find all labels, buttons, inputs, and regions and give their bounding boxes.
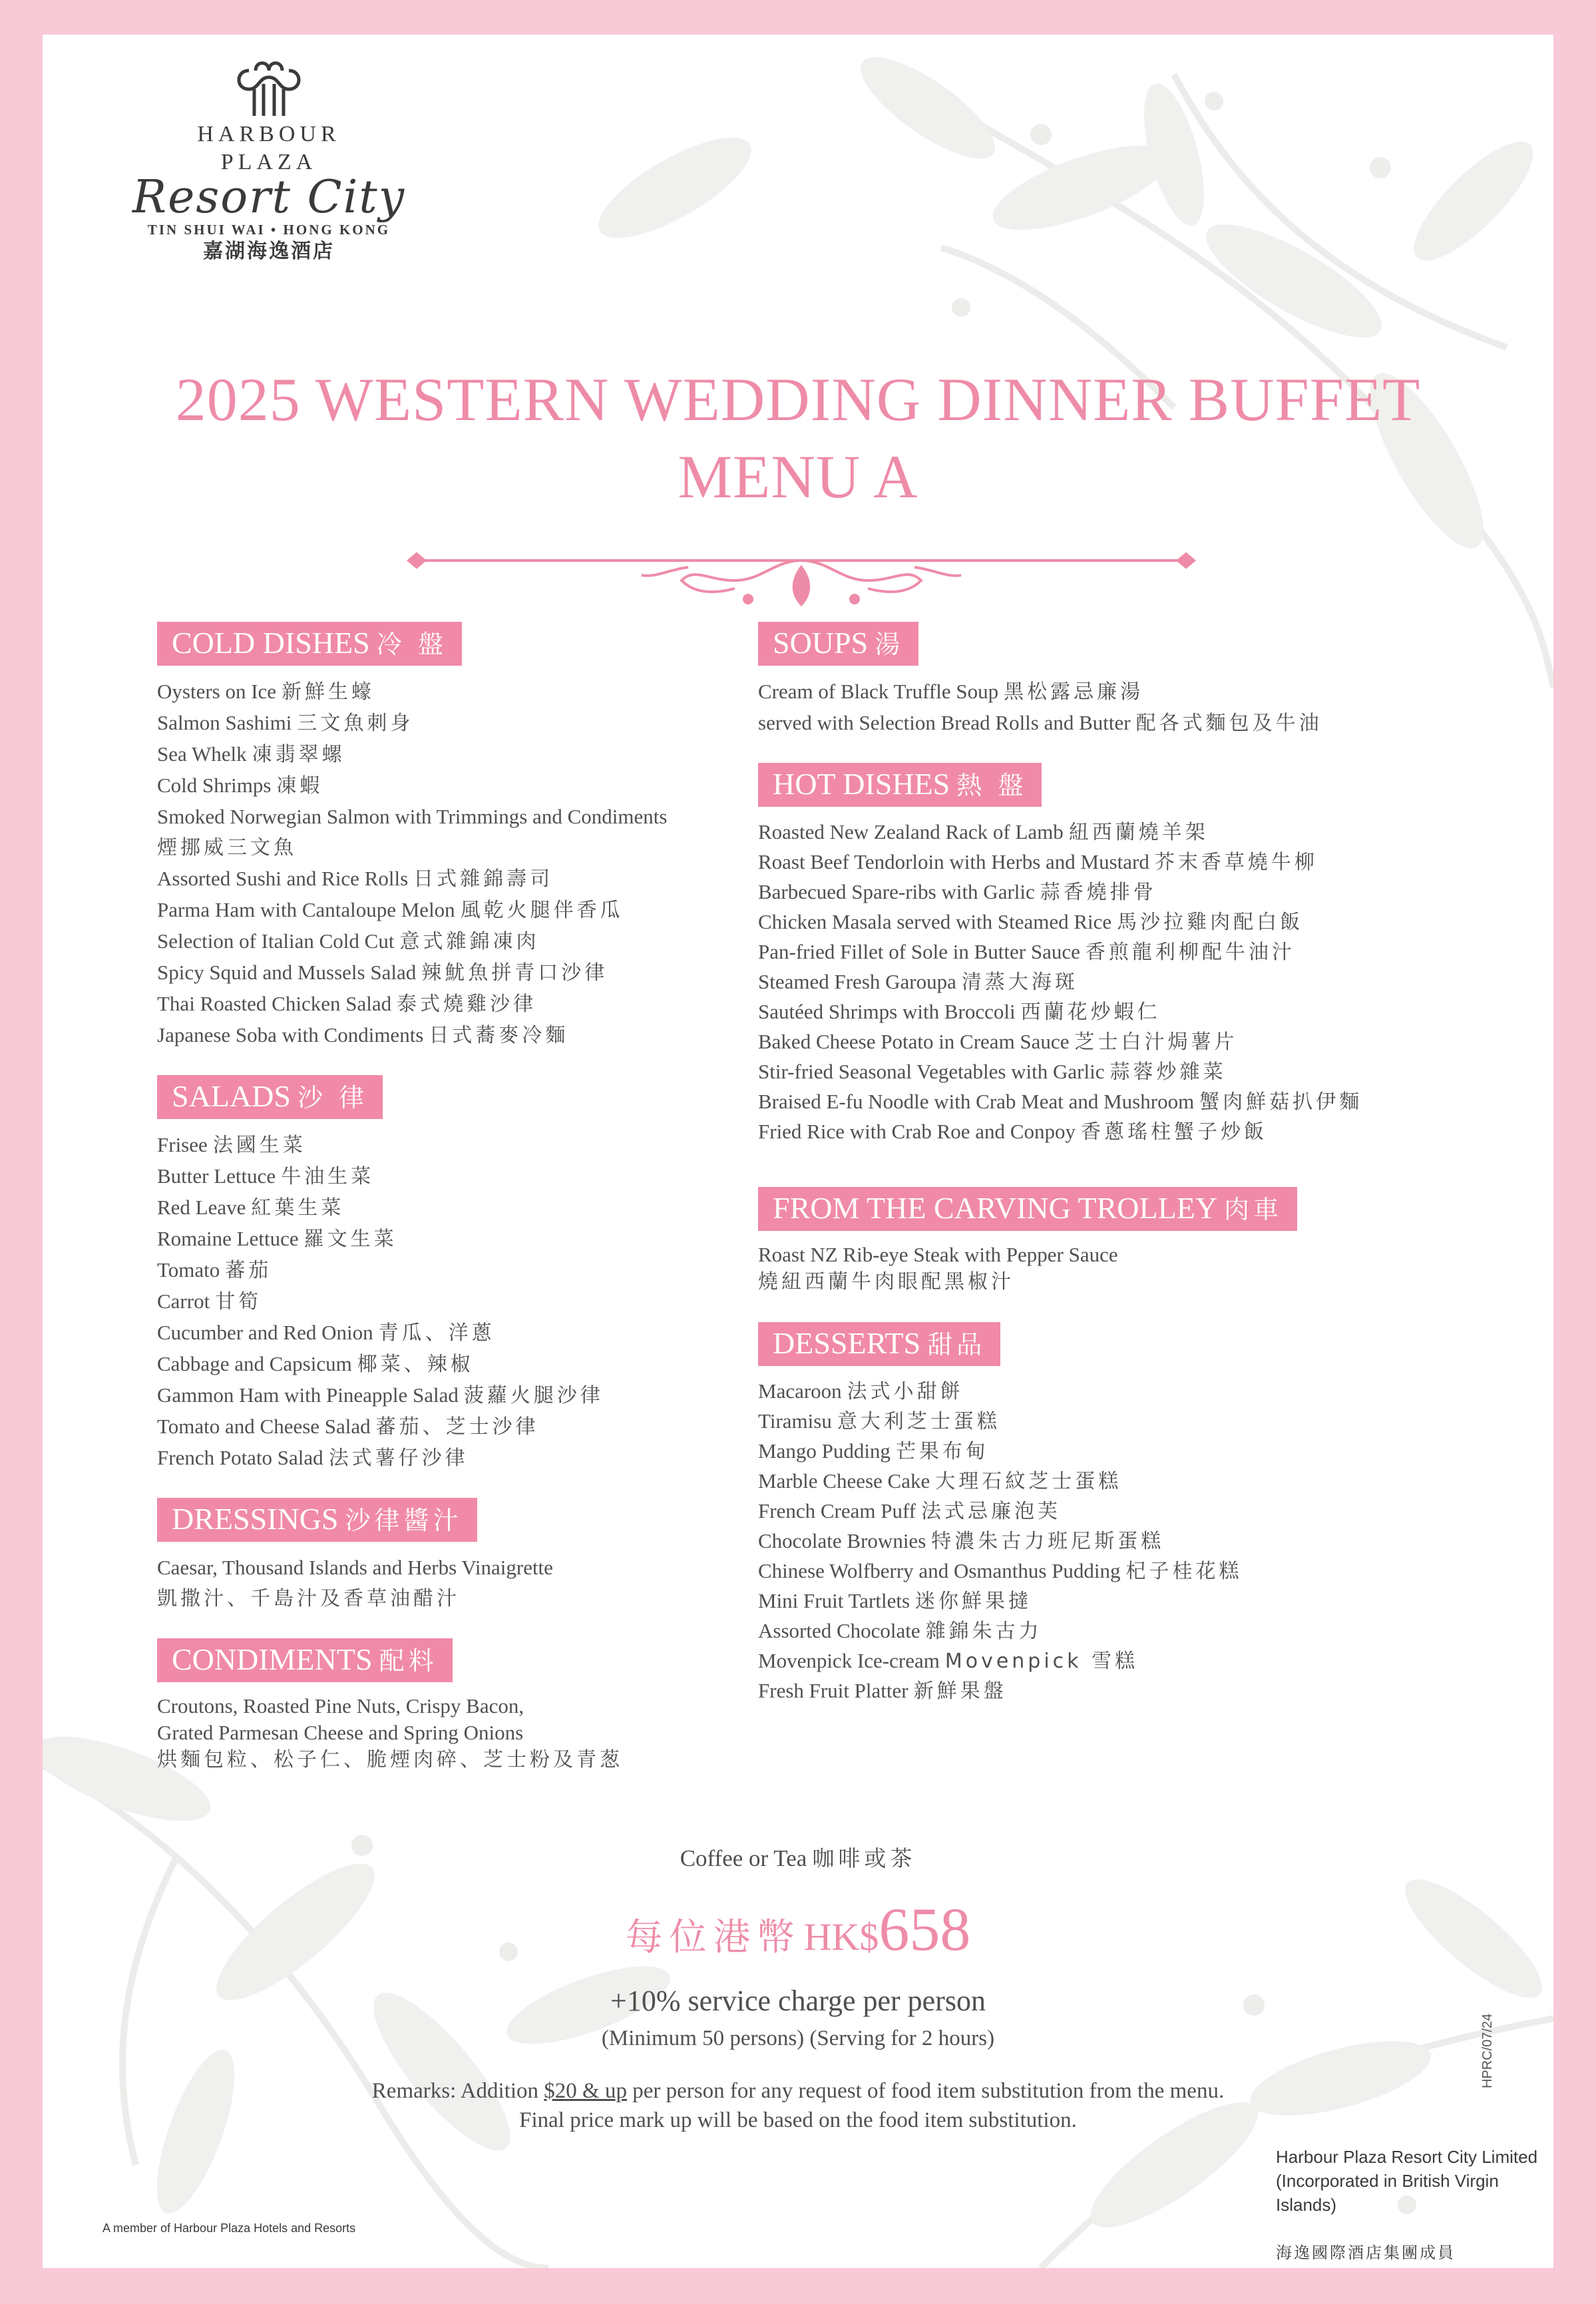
menu-title-line2: MENU A: [678, 443, 918, 511]
menu-item: Gammon Ham with Pineapple Salad 菠蘿火腿沙律: [157, 1383, 604, 1407]
menu-item: Tomato and Cheese Salad 蕃茄、芝士沙律: [157, 1415, 539, 1439]
minimum-persons: (Minimum 50 persons) (Serving for 2 hours): [601, 2026, 995, 2050]
menu-item: Parma Ham with Cantaloupe Melon 風乾火腿伴香瓜: [157, 898, 624, 922]
menu-column-left: [157, 622, 796, 1797]
member-note: A member of Harbour Plaza Hotels and Resorts: [102, 2221, 356, 2235]
logo-text-resort-city: Resort City: [132, 171, 406, 224]
menu-item: Caesar, Thousand Islands and Herbs Vinaigrette: [157, 1556, 553, 1579]
section-condiments: [157, 1638, 796, 1773]
menu-item: Tiramisu 意大利芝士蛋糕: [758, 1409, 1000, 1433]
section-title-cn: 甜品: [927, 1330, 986, 1359]
service-charge: +10% service charge per person: [610, 1984, 986, 2017]
menu-item: Roasted New Zealand Rack of Lamb 紐西蘭燒羊架: [758, 820, 1209, 844]
menu-item: Selection of Italian Cold Cut 意式雜錦凍肉: [157, 929, 540, 953]
menu-item: Cream of Black Truffle Soup 黑松露忌廉湯: [758, 680, 1144, 704]
menu-sheet: [43, 35, 1553, 2268]
menu-item: Salmon Sashimi 三文魚刺身: [157, 711, 414, 735]
section-header-dressings: [157, 1498, 477, 1542]
menu-item: Cucumber and Red Onion 青瓜、洋蔥: [157, 1321, 495, 1345]
menu-item: Assorted Sushi and Rice Rolls 日式雜錦壽司: [157, 867, 554, 891]
menu-item: Roast Beef Tendorloin with Herbs and Mustard 芥末香草燒牛柳: [758, 850, 1318, 874]
menu-item-cn: 燒紐西蘭牛肉眼配黑椒汁: [758, 1270, 1014, 1293]
menu-item: Thai Roasted Chicken Salad 泰式燒雞沙律: [157, 992, 537, 1016]
menu-item: Grated Parmesan Cheese and Spring Onions: [157, 1721, 524, 1744]
menu-item: Marble Cheese Cake 大理石紋芝士蛋糕: [758, 1469, 1122, 1493]
menu-item: Sea Whelk 凍翡翠螺: [157, 742, 345, 766]
menu-item: Stir-fried Seasonal Vegetables with Garlic 蒜蓉炒雜菜: [758, 1060, 1227, 1084]
menu-item: French Potato Salad 法式薯仔沙律: [157, 1446, 469, 1470]
menu-item: Chinese Wolfberry and Osmanthus Pudding 杞子桂花糕: [758, 1559, 1243, 1583]
section-soups: [758, 622, 1523, 739]
menu-item-cn: 凱撒汁、千島汁及香草油醋汁: [157, 1587, 460, 1610]
section-cold-dishes: [157, 622, 796, 1051]
hotel-logo: [116, 57, 422, 265]
section-title-en: DESSERTS: [773, 1326, 921, 1360]
menu-item: Frisee 法國生菜: [157, 1133, 306, 1157]
section-title-cn: 肉車: [1224, 1195, 1283, 1224]
menu-item: Fried Rice with Crab Roe and Conpoy 香蔥瑤柱蟹子炒飯: [758, 1120, 1267, 1144]
menu-item: Cold Shrimps 凍蝦: [157, 774, 323, 798]
menu-item: served with Selection Bread Rolls and Butter 配各式麵包及牛油: [758, 711, 1322, 735]
menu-item: 煙挪威三文魚: [157, 836, 297, 859]
menu-item: Chicken Masala served with Steamed Rice 馬沙拉雞肉配白飯: [758, 910, 1304, 934]
section-dressings: [157, 1498, 796, 1614]
menu-item: Fresh Fruit Platter 新鮮果盤: [758, 1679, 1007, 1703]
title-ornament-icon: [402, 541, 1201, 614]
logo-text-location: TIN SHUI WAI • HONG KONG: [147, 222, 391, 238]
menu-item: Movenpick Ice-cream Movenpick 雪糕: [758, 1649, 1139, 1673]
menu-item: Sautéed Shrimps with Broccoli 西蘭花炒蝦仁: [758, 1000, 1161, 1024]
section-header-desserts: [758, 1322, 1000, 1366]
menu-item-cn: 烘麵包粒、松子仁、脆煙肉碎、芝士粉及青葱: [157, 1748, 623, 1771]
logo-text-harbour: HARBOUR: [197, 122, 341, 146]
section-title-en: COLD DISHES: [172, 626, 370, 660]
section-header-condiments: [157, 1638, 453, 1682]
harbour-plaza-emblem-icon: [229, 57, 309, 118]
section-hot-dishes: [758, 763, 1523, 1147]
menu-item: Red Leave 紅葉生菜: [157, 1196, 345, 1220]
section-title-cn: 湯: [875, 630, 904, 659]
menu-item: Butter Lettuce 牛油生菜: [157, 1164, 375, 1188]
menu-item: Baked Cheese Potato in Cream Sauce 芝士白汁焗薯片: [758, 1030, 1238, 1054]
section-title-cn: 熱 盤: [956, 771, 1028, 800]
menu-item: Macaroon 法式小甜餅: [758, 1379, 964, 1403]
section-header-carving-trolley: [758, 1187, 1297, 1231]
price-block: [43, 1840, 1553, 2135]
section-title-en: SALADS: [172, 1079, 291, 1113]
section-title-en: CONDIMENTS: [172, 1642, 373, 1676]
menu-item: Braised E-fu Noodle with Crab Meat and Mushroom 蟹肉鮮菇扒伊麵: [758, 1090, 1363, 1114]
menu-item: Mini Fruit Tartlets 迷你鮮果撻: [758, 1589, 1032, 1613]
menu-item: Spicy Squid and Mussels Salad 辣魷魚拼青口沙律: [157, 961, 608, 985]
menu-item: Croutons, Roasted Pine Nuts, Crispy Bacon,: [157, 1694, 524, 1718]
logo-text-plaza: PLAZA: [220, 150, 317, 174]
menu-item: Carrot 甘筍: [157, 1289, 262, 1313]
section-title-en: SOUPS: [773, 626, 869, 660]
menu-item: Tomato 蕃茄: [157, 1258, 272, 1282]
menu-item: French Cream Puff 法式忌廉泡芙: [758, 1499, 1062, 1523]
price-per-person: 每位港幣 HK$658: [625, 1895, 971, 1963]
company-incorporation: (Incorporated in British Virgin Islands): [1276, 2171, 1499, 2215]
document-code: HPRC/07/24: [1480, 2013, 1495, 2088]
company-info: [1276, 2145, 1553, 2265]
menu-title: [43, 361, 1553, 515]
remarks: Remarks: Addition $20 & up per person for any request of food item substitution from the menu. Final price mark up will be based on the food item substitution.: [371, 2079, 1225, 2132]
section-title-en: FROM THE CARVING TROLLEY: [773, 1191, 1218, 1225]
section-carving-trolley: [758, 1187, 1523, 1295]
section-header-cold-dishes: [157, 622, 462, 666]
menu-item: Romaine Lettuce 羅文生菜: [157, 1227, 397, 1251]
section-title-cn: 沙律醬汁: [345, 1506, 463, 1535]
menu-item: Smoked Norwegian Salmon with Trimmings and Condiments: [157, 805, 668, 828]
logo-text-chinese: 嘉湖海逸酒店: [203, 240, 335, 263]
company-group-cn: 海逸國際酒店集團成員: [1276, 2243, 1456, 2262]
menu-item: Assorted Chocolate 雜錦朱古力: [758, 1619, 1042, 1643]
section-desserts: [758, 1322, 1523, 1706]
menu-item: Roast NZ Rib-eye Steak with Pepper Sauce: [758, 1243, 1118, 1266]
menu-item: Mango Pudding 芒果布甸: [758, 1439, 989, 1463]
section-title-cn: 配料: [379, 1646, 438, 1676]
section-title-en: DRESSINGS: [172, 1502, 339, 1536]
menu-item: Chocolate Brownies 特濃朱古力班尼斯蛋糕: [758, 1529, 1165, 1553]
menu-item: Steamed Fresh Garoupa 清蒸大海斑: [758, 970, 1078, 994]
coffee-or-tea: Coffee or Tea 咖啡或茶: [680, 1845, 916, 1871]
section-header-hot-dishes: [758, 763, 1042, 807]
menu-column-right: [758, 622, 1523, 1730]
section-title-cn: 冷 盤: [376, 630, 447, 659]
company-name: Harbour Plaza Resort City Limited: [1276, 2147, 1538, 2167]
menu-item: Cabbage and Capsicum 椰菜、辣椒: [157, 1352, 474, 1376]
menu-item: Oysters on Ice 新鮮生蠔: [157, 680, 375, 704]
section-salads: [157, 1075, 796, 1474]
menu-item: Pan-fried Fillet of Sole in Butter Sauce 香煎龍利柳配牛油汁: [758, 940, 1295, 964]
menu-title-line1: 2025 WESTERN WEDDING DINNER BUFFET: [175, 365, 1421, 433]
section-header-salads: [157, 1075, 383, 1119]
section-header-soups: [758, 622, 918, 666]
menu-item: Barbecued Spare-ribs with Garlic 蒜香燒排骨: [758, 880, 1157, 904]
section-title-cn: 沙 律: [297, 1083, 369, 1112]
section-title-en: HOT DISHES: [773, 767, 950, 801]
menu-item: Japanese Soba with Condiments 日式蕎麥冷麵: [157, 1023, 569, 1047]
